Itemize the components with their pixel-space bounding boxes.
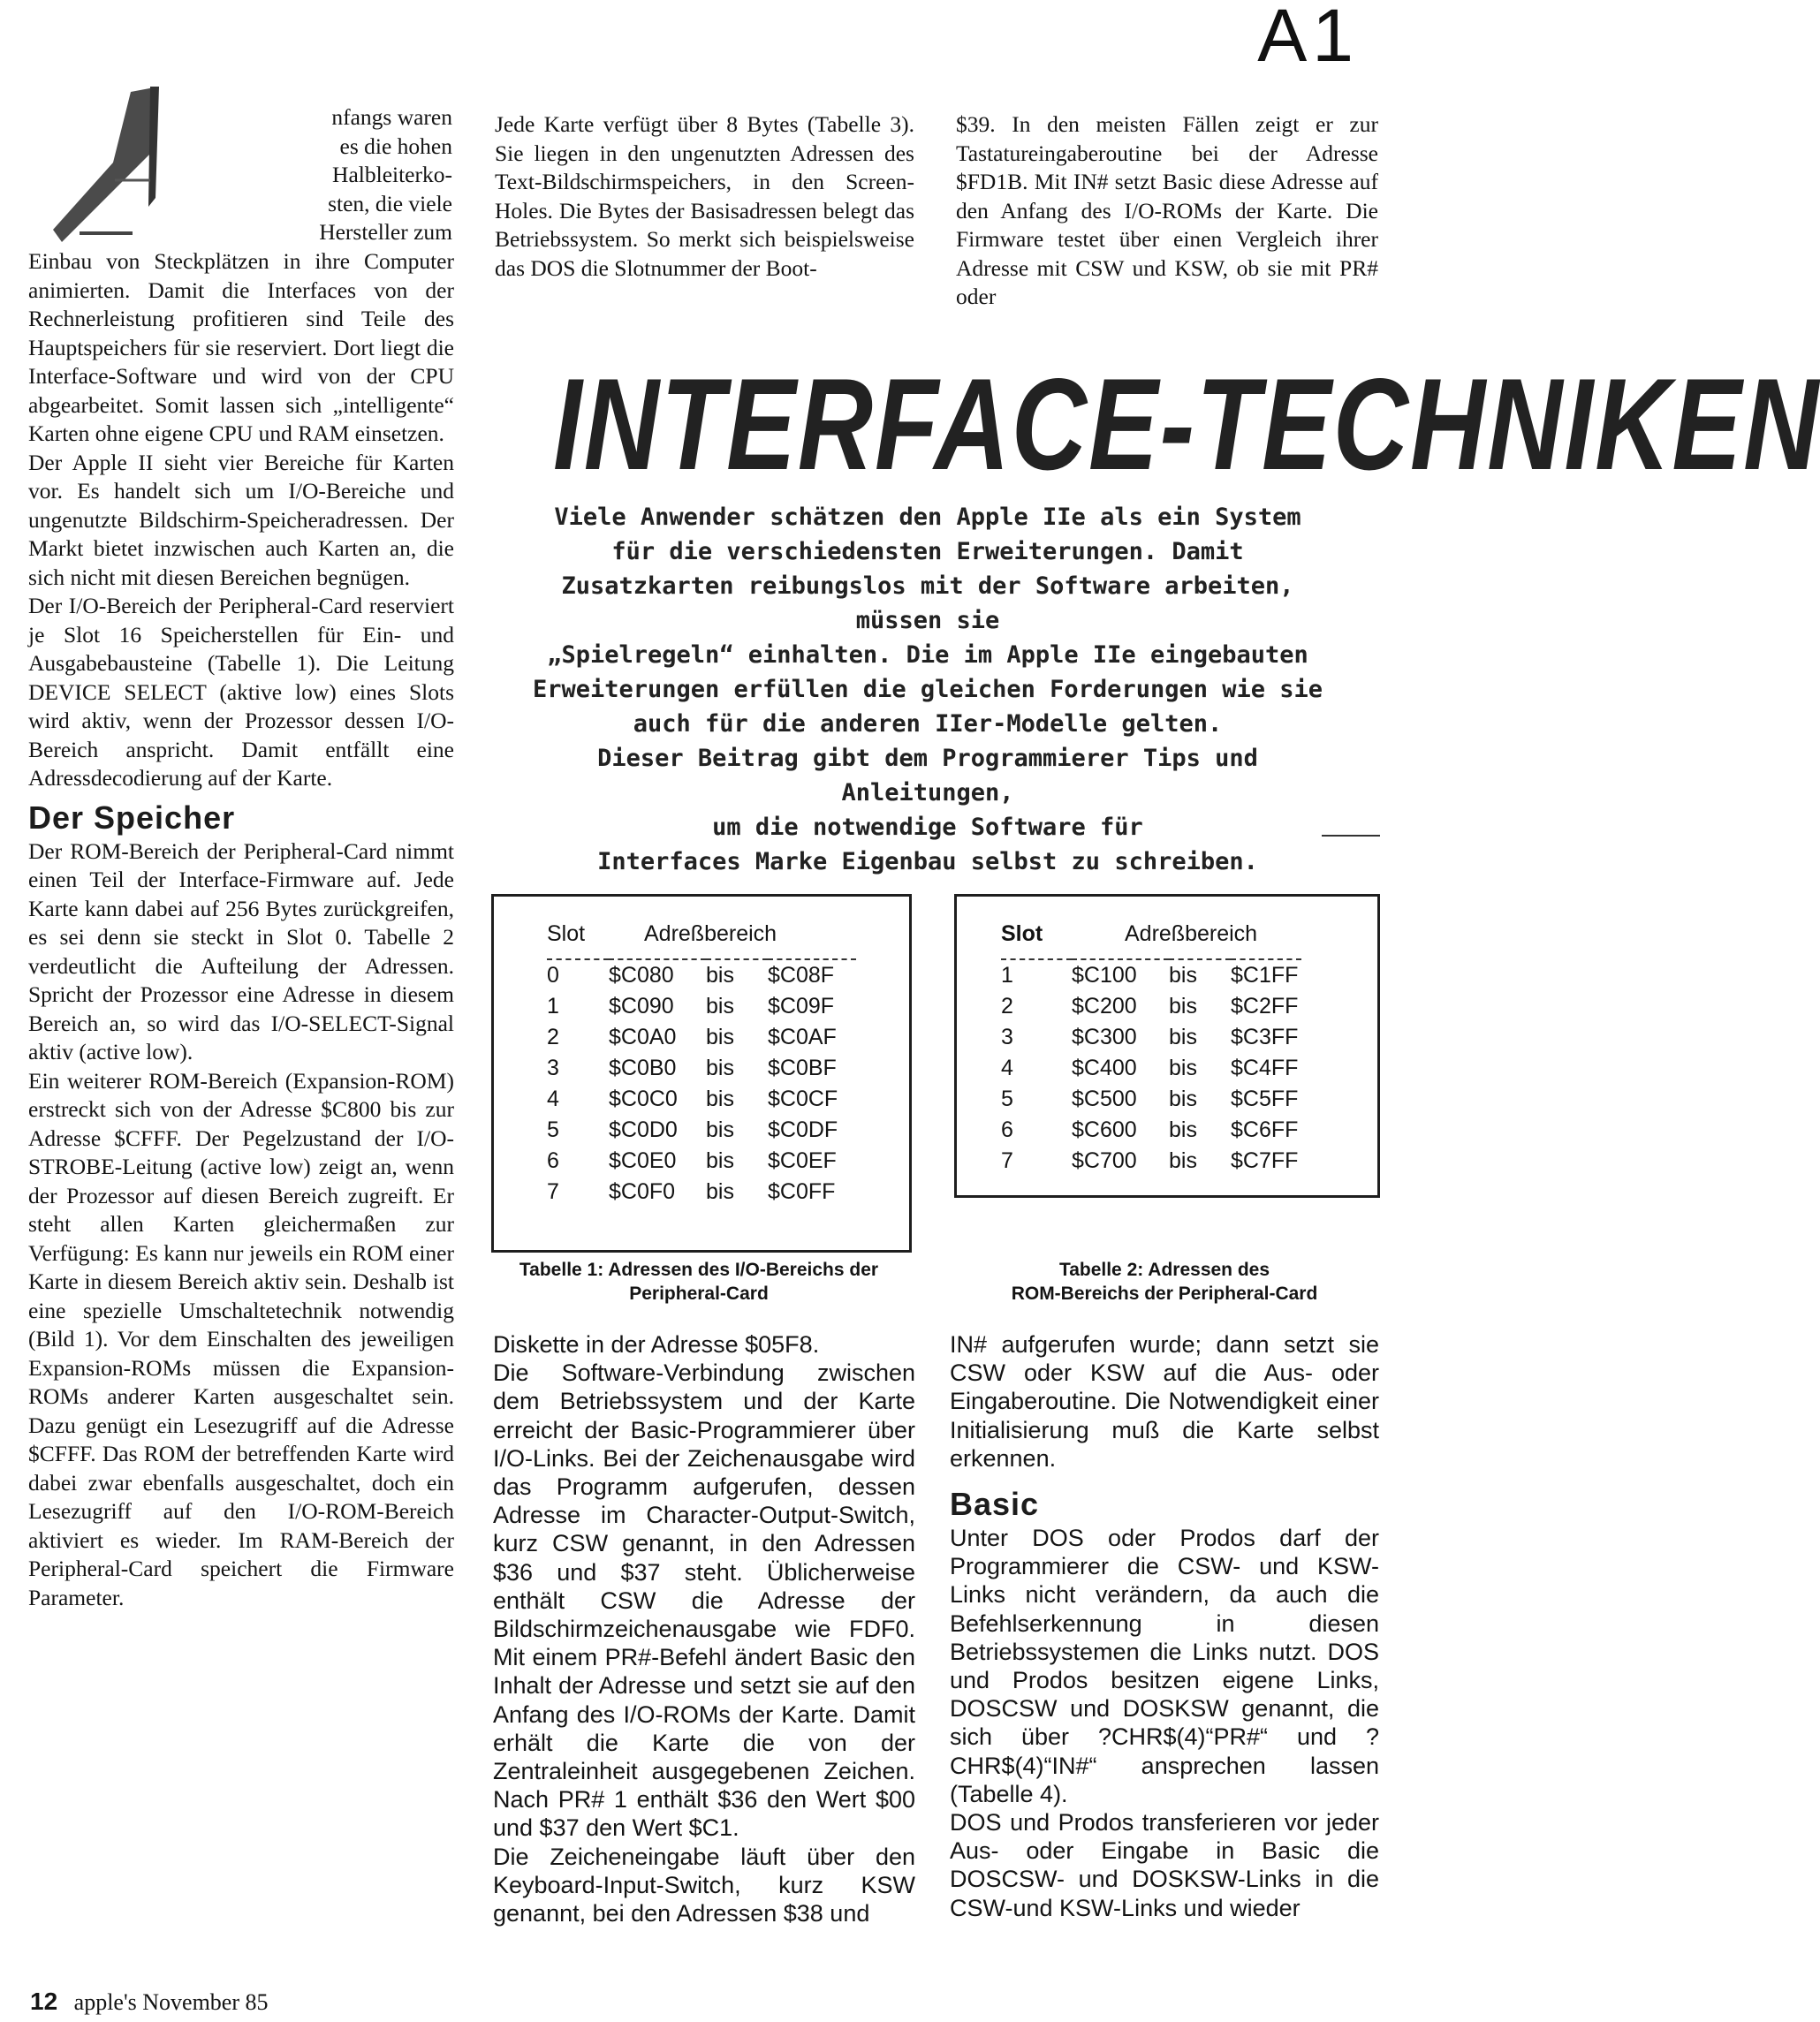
address-cell: $C0EF	[768, 1148, 837, 1173]
address-cell: $C0A0	[609, 1025, 677, 1049]
address-cell: $C7FF	[1231, 1148, 1299, 1173]
table-header-slot: Slot	[1001, 920, 1043, 946]
range-separator-cell: bis	[706, 1117, 734, 1142]
address-cell: $C5FF	[1231, 1087, 1299, 1111]
table-2-caption	[954, 1258, 1375, 1306]
slot-cell: 5	[547, 1117, 559, 1142]
slot-cell: 0	[547, 963, 559, 988]
table-row	[547, 1053, 856, 1084]
left-opening	[258, 103, 452, 247]
table-row	[547, 1177, 856, 1208]
slot-cell: 6	[1001, 1117, 1013, 1142]
address-cell: $C0DF	[768, 1117, 838, 1142]
slot-cell: 6	[547, 1148, 559, 1173]
address-cell: $C500	[1072, 1087, 1137, 1111]
slot-cell: 5	[1001, 1087, 1013, 1111]
subheading-der-speicher: Der Speicher	[28, 799, 236, 836]
address-cell: $C700	[1072, 1148, 1137, 1173]
paragraph: Der I/O-Bereich der Peripheral-Card reserviert je Slot 16 Speicherstellen für Ein- und Ausgabebausteine (Tabelle 1). Die Leitung DEVICE SELECT (aktive low) eines Slots wird aktiv, wenn der Prozessor dessen I/O-Bereich anspricht. Damit entfällt eine Adressdecodierung auf der Karte.	[28, 593, 454, 791]
page-footer	[30, 1988, 269, 2016]
address-cell: $C08F	[768, 963, 835, 988]
range-separator-cell: bis	[1169, 1025, 1197, 1049]
article-title: INTERFACE-TECHNIKEN	[553, 352, 1820, 498]
table-rom-addresses	[954, 894, 1380, 1198]
address-cell: $C0B0	[609, 1056, 677, 1080]
address-cell: $C2FF	[1231, 994, 1299, 1019]
slot-cell: 1	[1001, 963, 1013, 988]
range-separator-cell: bis	[706, 963, 734, 988]
subheading-basic: Basic	[950, 1486, 1040, 1523]
address-cell: $C0C0	[609, 1087, 678, 1111]
table-header-address-range: Adreßbereich	[1125, 920, 1258, 946]
table-row	[1001, 1053, 1301, 1084]
address-cell: $C0FF	[768, 1179, 836, 1204]
slot-cell: 3	[547, 1056, 559, 1080]
table-header-address-range: Adreßbereich	[644, 920, 777, 946]
paragraph: $39. In den meisten Fällen zeigt er zur Tastatureingaberoutine bei der Adresse $FD1B. Mit IN# setzt Basic diese Adresse auf den Anfang des I/O-ROMs der Karte. Die Firmware testet über einen Vergleich ihrer Adresse mit CSW und KSW, ob sie mit PR# oder	[956, 111, 1378, 309]
intro-line: Erweiterungen erfüllen die gleichen Forderungen wie sie	[532, 676, 1323, 703]
table-row	[547, 991, 856, 1022]
paragraph: Ein weiterer ROM-Bereich (Expansion-ROM) erstreckt sich von der Adresse $C800 bis zur Adresse $CFFF. Der Pegelzustand der I/O-STROBE-Leitung (active low) zeigt an, wenn der Prozessor auf diesen Bereich zugreift. Er steht allen Karten gleichermaßen zur Verfügung: Es kann nur jeweils ein ROM einer Karte in diesem Bereich aktiv sein. Deshalb ist eine spezielle Umschaltetechnik notwendig (Bild 1). Vor dem Einschalten des jeweiligen Expansion-ROMs müssen die Expansion-ROMs anderer Karten ausgeschaltet sein. Dazu genügt ein Lesezugriff auf die Adresse $CFFF. Das ROM der betreffenden Karte wird dabei zwar ebenfalls ausgeschaltet, doch ein Lesezugriff auf den I/O-ROM-Bereich aktiviert es wieder. Im RAM-Bereich der Peripheral-Card speichert die Firmware Parameter.	[28, 1067, 454, 1610]
opening-line: es die hohen	[339, 133, 452, 159]
intro-line: „Spielregeln“ einhalten. Die im Apple IIe eingebauten	[547, 641, 1308, 669]
opening-line: nfangs waren	[331, 104, 452, 130]
table-row	[1001, 991, 1301, 1022]
table-row	[547, 959, 856, 991]
table-row	[547, 1022, 856, 1053]
intro-line: Interfaces Marke Eigenbau selbst zu schreiben.	[597, 848, 1258, 875]
range-separator-cell: bis	[1169, 994, 1197, 1019]
slot-cell: 2	[1001, 994, 1013, 1019]
table-row	[1001, 959, 1301, 991]
address-cell: $C090	[609, 994, 674, 1019]
paragraph: Diskette in der Adresse $05F8.	[493, 1331, 820, 1358]
address-cell: $C0D0	[609, 1117, 678, 1142]
table-header-slot: Slot	[547, 920, 586, 946]
right-column-top	[956, 110, 1378, 312]
range-separator-cell: bis	[1169, 1148, 1197, 1173]
right-column-bottom	[950, 1330, 1379, 1922]
opening-line: Halbleiterko-	[332, 162, 452, 187]
intro-line: für die verschiedensten Erweiterungen. Damit	[611, 538, 1244, 565]
paragraph: Der Apple II sieht vier Bereiche für Karten vor. Es handelt sich um I/O-Bereiche und ungenutzte Bildschirm-Speicheradressen. Der Markt bietet inzwischen auch Karten an, die sich nicht mit diesen Bereichen begnügen.	[28, 449, 454, 590]
intro-line: Dieser Beitrag gibt dem Programmierer Tips und Anleitungen,	[597, 745, 1258, 807]
intro-line: auch für die anderen IIer-Modelle gelten.	[633, 710, 1223, 738]
paragraph: Unter DOS oder Prodos darf der Programmierer die CSW- und KSW-Links nicht verändern, da auch die Befehlserkennung in diesen Betriebssystemen die Links nutzt. DOS und Prodos besitzen eigene Links, DOSCSW und DOSKSW genannt, die sich über ?CHR$(4)“PR#“ und ?CHR$(4)“IN#“ ansprechen lassen (Tabelle 4).	[950, 1525, 1379, 1807]
divider	[1322, 835, 1380, 837]
address-cell: $C4FF	[1231, 1056, 1299, 1080]
address-cell: $C1FF	[1231, 963, 1299, 988]
caption-line: Tabelle 2: Adressen des	[1058, 1260, 1270, 1280]
article-intro	[512, 500, 1343, 879]
address-cell: $C080	[609, 963, 674, 988]
page-number: 12	[30, 1988, 58, 2015]
table-row	[1001, 1022, 1301, 1053]
intro-line: um die notwendige Software für	[712, 814, 1143, 841]
table-row	[1001, 1146, 1301, 1177]
table-1-caption	[491, 1258, 906, 1306]
range-separator-cell: bis	[706, 1148, 734, 1173]
address-cell: $C0E0	[609, 1148, 677, 1173]
middle-column-bottom	[493, 1330, 915, 1927]
page-id: A1	[1257, 0, 1359, 77]
range-separator-cell: bis	[1169, 1117, 1197, 1142]
address-cell: $C09F	[768, 994, 835, 1019]
address-cell: $C0CF	[768, 1087, 838, 1111]
address-cell: $C3FF	[1231, 1025, 1299, 1049]
intro-line: Zusatzkarten reibungslos mit der Software arbeiten, müssen sie	[561, 572, 1294, 634]
address-cell: $C300	[1072, 1025, 1137, 1049]
left-column	[28, 247, 454, 1612]
paragraph: Jede Karte verfügt über 8 Bytes (Tabelle 3). Sie liegen in den ungenutzten Adressen des Text-Bildschirmspeichers, in den Screen-Holes. Die Bytes der Basisadressen belegt das Betriebssystem. So merkt sich beispielsweise das DOS die Slotnummer der Boot-	[495, 111, 914, 281]
address-cell: $C600	[1072, 1117, 1137, 1142]
slot-cell: 4	[547, 1087, 559, 1111]
issue-label: apple's November 85	[73, 1989, 269, 2015]
paragraph: Die Zeicheneingabe läuft über den Keyboard-Input-Switch, kurz KSW genannt, bei den Adressen $38 und	[493, 1843, 915, 1927]
intro-line: Viele Anwender schätzen den Apple IIe als ein System	[554, 504, 1301, 531]
range-separator-cell: bis	[706, 1056, 734, 1080]
slot-cell: 2	[547, 1025, 559, 1049]
table-row	[547, 1115, 856, 1146]
range-separator-cell: bis	[706, 1087, 734, 1111]
paragraph: Die Software-Verbindung zwischen dem Betriebssystem und der Karte erreicht der Basic-Programmierer über I/O-Links. Bei der Zeichenausgabe wird das Programm aufgerufen, dessen Adresse im Character-Output-Switch, kurz CSW genannt, in den Adressen $36 und $37 steht. Üblicherweise enthält CSW die Adresse der Bildschirmzeichenausgabe wie FDF0. Mit einem PR#-Befehl ändert Basic den Inhalt der Adresse und setzt sie auf den Anfang des I/O-ROMs der Karte. Damit erhält die Karte die von der Zentraleinheit ausgegebenen Zeichen. Nach PR# 1 enthält $36 den Wert $00 und $37 den Wert $C1.	[493, 1359, 915, 1842]
range-separator-cell: bis	[706, 1025, 734, 1049]
slot-cell: 7	[547, 1179, 559, 1204]
address-cell: $C0F0	[609, 1179, 676, 1204]
address-cell: $C100	[1072, 963, 1137, 988]
slot-cell: 4	[1001, 1056, 1013, 1080]
range-separator-cell: bis	[1169, 1087, 1197, 1111]
range-separator-cell: bis	[1169, 1056, 1197, 1080]
range-separator-cell: bis	[1169, 963, 1197, 988]
opening-line: sten, die viele	[328, 190, 452, 216]
paragraph: IN# aufgerufen wurde; dann setzt sie CSW oder KSW auf die Aus- oder Eingaberoutine. Die Notwendigkeit einer Initialisierung muß die Karte selbst erkennen.	[950, 1331, 1379, 1472]
paragraph: Einbau von Steckplätzen in ihre Computer animierten. Damit die Interfaces von der Rechnerleistung profitieren sind Teile des Hauptspeichers für sie reserviert. Dort liegt die Interface-Software und wird von der CPU abgearbeitet. Somit lassen sich „intelligente“ Karten ohne eigene CPU und RAM einsetzen.	[28, 248, 454, 446]
slot-cell: 1	[547, 994, 559, 1019]
address-cell: $C0BF	[768, 1056, 837, 1080]
address-cell: $C0AF	[768, 1025, 837, 1049]
drop-cap-letter	[27, 57, 283, 269]
range-separator-cell: bis	[706, 994, 734, 1019]
paragraph: DOS und Prodos transferieren vor jeder Aus- oder Eingabe in Basic die DOSCSW- und DOSKSW-Links in die CSW-und KSW-Links und wieder	[950, 1809, 1379, 1921]
slot-cell: 7	[1001, 1148, 1013, 1173]
table-io-addresses	[491, 894, 912, 1253]
caption-line: Peripheral-Card	[629, 1284, 769, 1304]
caption-line: Tabelle 1: Adressen des I/O-Bereichs der	[519, 1260, 879, 1280]
table-row	[547, 1084, 856, 1115]
range-separator-cell: bis	[706, 1179, 734, 1204]
table-row	[547, 1146, 856, 1177]
table-row	[1001, 1084, 1301, 1115]
address-cell: $C200	[1072, 994, 1137, 1019]
paragraph: Der ROM-Bereich der Peripheral-Card nimmt einen Teil der Interface-Firmware auf. Jede Karte kann dabei auf 256 Bytes zurückgreifen, es sei denn sie steckt in Slot 0. Tabelle 2 verdeutlicht die Aufteilung der Adressen. Spricht der Prozessor eine Adresse in diesem Bereich an, so wird das I/O-SELECT-Signal aktiv (active low).	[28, 837, 454, 1064]
caption-line: ROM-Bereichs der Peripheral-Card	[1011, 1284, 1318, 1304]
opening-line: Hersteller zum	[319, 219, 452, 245]
table-row	[1001, 1115, 1301, 1146]
middle-column-top	[495, 110, 914, 283]
address-cell: $C6FF	[1231, 1117, 1299, 1142]
address-cell: $C400	[1072, 1056, 1137, 1080]
slot-cell: 3	[1001, 1025, 1013, 1049]
